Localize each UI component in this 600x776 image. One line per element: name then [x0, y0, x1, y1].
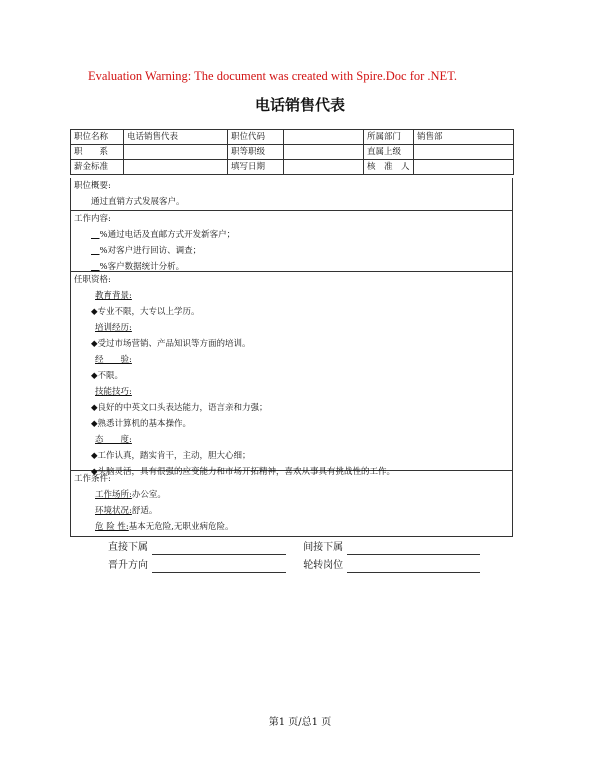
- skills-title: 技能技巧:: [95, 387, 132, 397]
- risk-label: 危 险 性:: [95, 522, 129, 532]
- value-job-code: [284, 130, 364, 145]
- work-item: [71, 227, 512, 243]
- label-job-family: 职 系: [71, 145, 124, 160]
- value-supervisor: [414, 145, 514, 160]
- label-department: 所属部门: [364, 130, 414, 145]
- label-supervisor: 直属上级: [364, 145, 414, 160]
- value-job-title: 电话销售代表: [124, 130, 228, 145]
- value-fill-date: [284, 160, 364, 175]
- workplace-label: 工作场所:: [95, 490, 132, 500]
- indirect-subordinate-line: [347, 543, 480, 555]
- page-number: 第1 页/总1 页: [268, 717, 332, 728]
- skills-text: ◆良好的中英文口头表达能力，语言亲和力强；: [91, 403, 268, 413]
- label-salary: 薪金标准: [71, 160, 124, 175]
- education-title: 教育背景:: [95, 291, 132, 301]
- rotation-label: 轮转岗位: [303, 560, 344, 571]
- experience-title: 经 验:: [95, 355, 132, 365]
- work-content-section: [70, 211, 513, 272]
- direct-subordinate-label: 直接下属: [108, 542, 148, 553]
- skills-text: ◆熟悉计算机的基本操作。: [91, 419, 192, 429]
- risk-value: 基本无危险,无职业病危险。: [128, 522, 234, 532]
- environment-value: 舒适。: [131, 506, 158, 516]
- evaluation-warning: Evaluation Warning: The document was created with Spire.Doc for .NET.: [88, 69, 458, 83]
- workplace-value: 办公室。: [131, 490, 166, 500]
- label-approver: 核 准 人: [364, 160, 414, 175]
- work-conditions-heading: 工作条件:: [74, 474, 111, 484]
- overview-heading: 职位概要:: [74, 181, 111, 191]
- indirect-subordinate-label: 间接下属: [303, 542, 344, 553]
- promotion-label: 晋升方向: [108, 560, 148, 571]
- value-job-grade: [284, 145, 364, 160]
- direct-subordinate-line: [152, 543, 286, 555]
- table-row: [71, 160, 514, 175]
- qualification-section: [70, 272, 513, 477]
- label-fill-date: 填写日期: [228, 160, 284, 175]
- work-conditions-section: [70, 471, 513, 537]
- work-item-text: %客户数据统计分析。: [99, 262, 185, 272]
- document-title: 电话销售代表: [254, 96, 345, 114]
- rotation-line: [347, 561, 480, 573]
- job-info-table: [70, 129, 514, 175]
- promotion-line: [152, 561, 286, 573]
- label-job-title: 职位名称: [71, 130, 124, 145]
- environment-label: 环境状况:: [95, 506, 132, 516]
- training-title: 培训经历:: [95, 323, 132, 333]
- footer-row-career: [108, 559, 480, 573]
- attitude-title: 态 度:: [95, 435, 132, 445]
- table-row: [71, 130, 514, 145]
- attitude-text: ◆头脑灵活，具有很强的应变能力和市场开拓精神，喜欢从事具有挑战性的工作。: [91, 467, 396, 477]
- qualification-heading: 任职资格:: [74, 275, 111, 285]
- footer-row-subordinates: [108, 541, 480, 555]
- table-row: [71, 145, 514, 160]
- blank-marker: __: [91, 262, 100, 272]
- value-approver: [414, 160, 514, 175]
- overview-text: 通过直销方式发展客户。: [91, 197, 185, 207]
- blank-marker: __: [91, 230, 100, 240]
- work-content-heading: 工作内容:: [74, 214, 111, 224]
- education-text: ◆专业不限，大专以上学历。: [91, 307, 200, 317]
- label-job-grade: 职等职级: [228, 145, 284, 160]
- training-text: ◆受过市场营销、产品知识等方面的培训。: [91, 339, 251, 349]
- blank-marker: __: [91, 246, 100, 256]
- value-salary: [124, 160, 228, 175]
- experience-text: ◆不限。: [91, 371, 124, 381]
- overview-section: [70, 178, 513, 211]
- value-department: 销售部: [414, 130, 514, 145]
- attitude-text: ◆工作认真，踏实肯干，主动，胆大心细；: [91, 451, 251, 461]
- label-job-code: 职位代码: [228, 130, 284, 145]
- work-item-text: %对客户进行回访、调查；: [99, 246, 202, 256]
- work-item-text: %通过电话及直邮方式开发新客户；: [99, 230, 236, 240]
- value-job-family: [124, 145, 228, 160]
- work-item: [71, 243, 512, 259]
